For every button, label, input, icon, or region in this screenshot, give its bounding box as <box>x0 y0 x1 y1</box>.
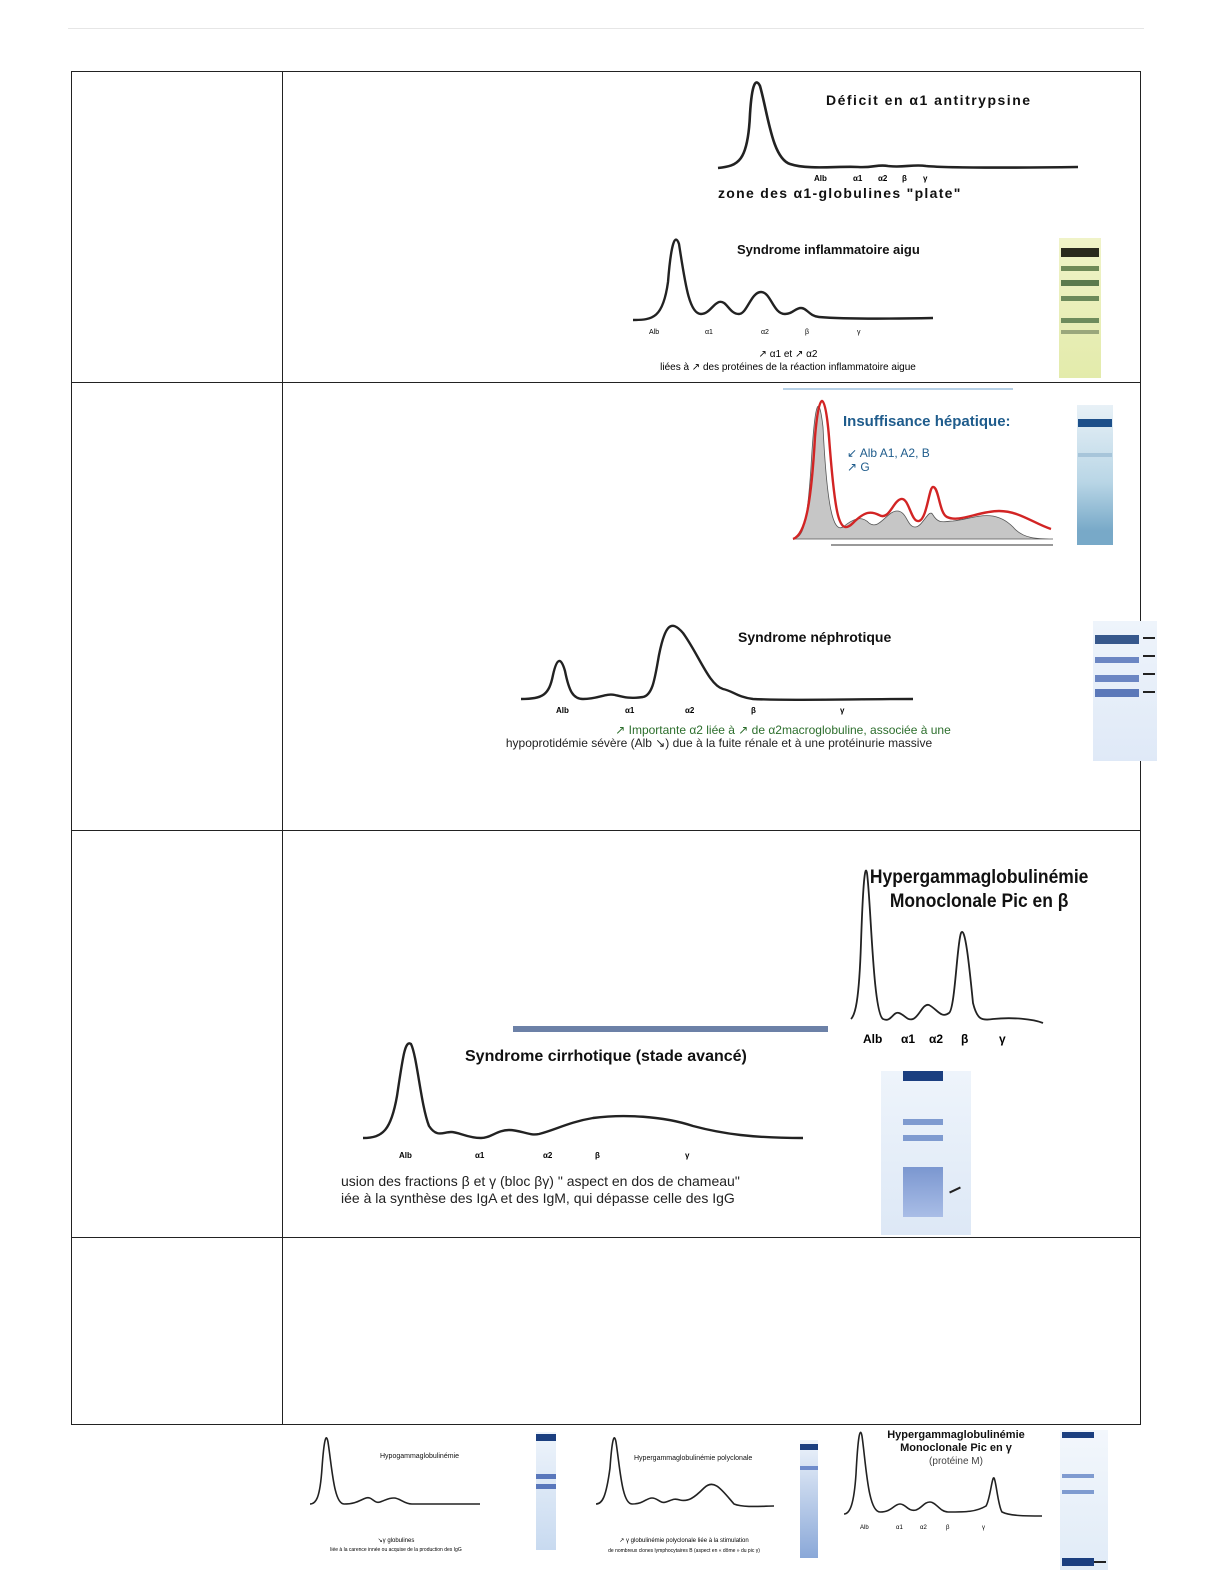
liver-failure-electrophoresis <box>783 387 1068 557</box>
tick-label: γ <box>857 329 861 336</box>
tick-label: β <box>805 329 810 336</box>
gel-strip-image <box>881 1071 971 1235</box>
gel-strip-image <box>800 1440 818 1558</box>
tick-label: α1 <box>896 1525 903 1531</box>
tick-label: α2 <box>878 174 888 183</box>
tick-label: β <box>902 174 907 183</box>
insuf-line-2: ↗ G <box>847 460 870 474</box>
nephro-caption-1: ↗ Importante α2 liée à ↗ de α2macroglobuline, associée à une <box>615 723 951 737</box>
tick-label: β <box>946 1525 950 1531</box>
nephro-chart-title: Syndrome néphrotique <box>738 629 892 645</box>
tick-label: γ <box>840 706 845 715</box>
table-row <box>72 382 1140 830</box>
table-label-cell <box>72 72 283 382</box>
inflam-caption-1: ↗ α1 et ↗ α2 <box>758 349 818 360</box>
tick-label: Alb <box>649 329 660 336</box>
gel-strip-image <box>1077 405 1113 545</box>
poly-caption-1: ↗ γ globulinémie polyclonale liée à la stimulation <box>619 1538 749 1544</box>
a1-chart-title: Déficit en α1 antitrypsine <box>826 92 1032 108</box>
table-label-cell <box>72 383 283 830</box>
tick-label: α2 <box>761 329 769 336</box>
tick-label: β <box>595 1151 600 1160</box>
polyclonal-electrophoresis <box>574 1428 794 1558</box>
tick-label: Alb <box>814 174 827 183</box>
insuf-line-1: ↙ Alb A1, A2, B <box>847 446 930 460</box>
tick-label: α1 <box>901 1032 916 1046</box>
mono-gamma-title-2: Monoclonale Pic en γ <box>900 1442 1012 1454</box>
tick-label: α2 <box>685 706 695 715</box>
gel-strip-image <box>536 1432 556 1550</box>
insuf-chart-title: Insuffisance hépatique: <box>843 413 1011 430</box>
cirrho-caption-1: usion des fractions β et γ (bloc βγ) " aspect en dos de chameau" <box>341 1173 740 1189</box>
header-rule <box>68 28 1144 29</box>
nephrotic-electrophoresis <box>393 615 1043 750</box>
tick-label: γ <box>999 1032 1006 1046</box>
table-row <box>72 830 1140 1237</box>
tick-label: α1 <box>853 174 863 183</box>
cirrho-chart-title: Syndrome cirrhotique (stade avancé) <box>465 1048 747 1065</box>
mono-gamma-title-1: Hypergammaglobulinémie <box>887 1429 1025 1441</box>
mono-gamma-title-3: (protéine M) <box>929 1456 983 1467</box>
table-row <box>72 72 1140 382</box>
gel-strip-image <box>1093 621 1157 761</box>
tick-label: α2 <box>929 1032 944 1046</box>
inflam-caption-2: liées à ↗ des protéines de la réaction inflammatoire aigue <box>660 362 916 373</box>
table-figure-cell <box>283 383 1140 830</box>
monoclonal-beta-electrophoresis <box>843 843 1128 1058</box>
nephro-caption-2: hypoprotidémie sévère (Alb ↘) due à la fuite rénale et à une protéinurie massive <box>505 736 933 750</box>
mono-beta-title-1: Hypergammaglobulinémie <box>869 865 1089 888</box>
inflammatory-electrophoresis <box>613 222 963 382</box>
tick-label: γ <box>923 174 928 183</box>
table-row <box>72 1237 1140 1424</box>
tick-label: α1 <box>625 706 635 715</box>
tick-label: Alb <box>399 1151 412 1160</box>
figure-table <box>71 71 1141 1425</box>
mono-beta-title-2: Monoclonale Pic en β <box>889 889 1069 912</box>
table-figure-cell <box>283 72 1140 382</box>
tick-label: Alb <box>863 1032 883 1046</box>
table-figure-cell <box>283 831 1140 1237</box>
tick-label: α2 <box>543 1151 553 1160</box>
tick-label: α1 <box>475 1151 485 1160</box>
monoclonal-gamma-electrophoresis <box>836 1424 1056 1559</box>
inflam-chart-title: Syndrome inflammatoire aigu <box>737 242 920 257</box>
hypogammaglobulinemia-electrophoresis <box>300 1428 500 1558</box>
cirrhosis-electrophoresis <box>333 1026 833 1221</box>
tick-label: α2 <box>920 1525 927 1531</box>
a1-antitrypsin-electrophoresis <box>698 74 1098 204</box>
gel-strip-image <box>1059 238 1101 378</box>
gel-strip-image <box>1060 1430 1108 1570</box>
table-figure-cell <box>283 1238 1140 1424</box>
tick-label: β <box>751 706 756 715</box>
poly-chart-title: Hypergammaglobulinémie polyclonale <box>634 1455 753 1462</box>
a1-chart-caption: zone des α1-globulines "plate" <box>718 185 962 201</box>
table-label-cell <box>72 1238 283 1424</box>
poly-caption-2: de nombreux clones lymphocytaires B (aspect en « dôme » du pic γ) <box>608 1548 760 1554</box>
table-label-cell <box>72 831 283 1237</box>
tick-label: α1 <box>705 329 713 336</box>
tick-label: Alb <box>860 1525 869 1531</box>
tick-label: γ <box>685 1151 690 1160</box>
tick-label: γ <box>982 1525 985 1531</box>
cirrho-caption-2: iée à la synthèse des IgA et des IgM, qui dépasse celle des IgG <box>341 1190 735 1206</box>
hypo-caption-2: liée à la carence innée ou acquise de la production des IgG <box>330 1547 462 1553</box>
hypo-caption-1: ↘γ globulines <box>377 1538 415 1544</box>
tick-label: Alb <box>556 706 569 715</box>
tick-label: β <box>961 1032 969 1046</box>
hypo-chart-title: Hypogammaglobulinémie <box>380 1453 459 1460</box>
